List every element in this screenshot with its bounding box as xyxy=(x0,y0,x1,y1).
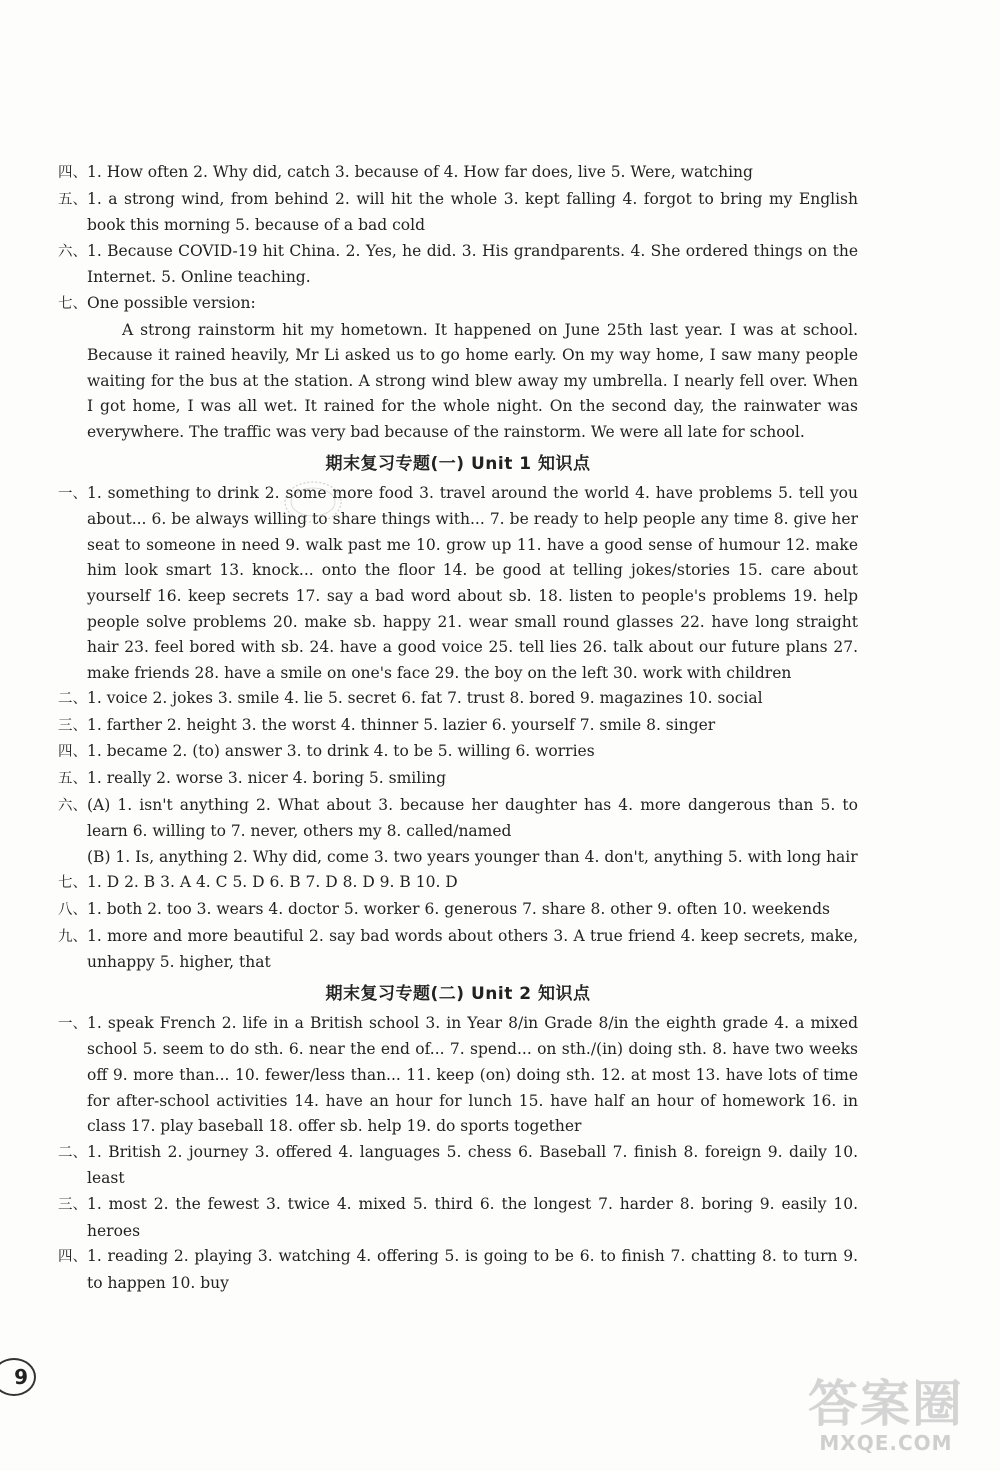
watermark-url: MXQE.COM xyxy=(819,1431,953,1455)
answer-block xyxy=(58,187,858,239)
section-number: 五、 xyxy=(58,191,87,208)
answer-block xyxy=(58,1011,858,1140)
answer-text: (B) 1. Is, anything 2. Why did, come 3. two years younger than 4. don't, anything 5. with long hair xyxy=(87,847,858,866)
answer-text: 1. really 2. worse 3. nicer 4. boring 5. smiling xyxy=(87,769,447,788)
watermark-logo: 答案圈 xyxy=(808,1375,964,1433)
answer-block xyxy=(58,924,858,976)
section-number: 二、 xyxy=(58,1144,87,1161)
section-number: 四、 xyxy=(58,744,87,761)
answer-block xyxy=(58,160,858,187)
answer-text: 1. became 2. (to) answer 3. to drink 4. to be 5. willing 6. worries xyxy=(87,742,595,761)
answer-text: (A) 1. isn't anything 2. What about 3. because her daughter has 4. more dangerous than 5. to learn 6. willing to 7. never, others my 8. called/named xyxy=(87,795,858,841)
section-number: 一、 xyxy=(58,1015,87,1032)
section-number: 八、 xyxy=(58,902,87,919)
answer-block xyxy=(58,713,858,740)
answer-text: 1. Because COVID-19 hit China. 2. Yes, he did. 3. His grandparents. 4. She ordered things on the Internet. 5. Online teaching. xyxy=(87,241,858,287)
answer-text: 1. more and more beautiful 2. say bad words about others 3. A true friend 4. keep secrets, make, unhappy 5. higher, that xyxy=(87,926,858,972)
answer-block xyxy=(58,766,858,793)
answer-text: 1. speak French 2. life in a British school 3. in Year 8/in Grade 8/in the eighth grade 4. a mixed school 5. seem to do sth. 6. near the end of... 7. spend... on sth./(in) doing sth. 8. have two weeks off 9. more than... 10. fewer/less than... 11. keep (on) doing sth. 12. at most 13. have lots of time for after-school activities 14. have an hour for lunch 15. have half an hour of homework 16. in class 17. play baseball 18. offer sb. help 19. do sports together xyxy=(87,1013,858,1136)
section-number: 三、 xyxy=(58,717,87,734)
section-number: 六、 xyxy=(58,243,87,260)
answer-text: 1. reading 2. playing 3. watching 4. offering 5. is going to be 6. to finish 7. chatting 8. to turn 9. to happen 10. buy xyxy=(87,1247,858,1292)
section-number: 七、 xyxy=(58,875,87,892)
answer-text: 1. voice 2. jokes 3. smile 4. lie 5. secret 6. fat 7. trust 8. bored 9. magazines 10. social xyxy=(87,689,763,708)
section-number: 二、 xyxy=(58,691,87,708)
section-number: 四、 xyxy=(58,165,87,181)
answer-block xyxy=(58,897,858,924)
answer-block xyxy=(58,1192,858,1244)
unit2-heading: 期末复习专题(二) Unit 2 知识点 xyxy=(325,983,591,1004)
answer-block xyxy=(58,686,858,713)
answer-content xyxy=(58,160,858,1296)
answer-block xyxy=(58,870,858,897)
answer-text: 1. D 2. B 3. A 4. C 5. D 6. B 7. D 8. D 9. B 10. D xyxy=(87,873,458,892)
section-number: 三、 xyxy=(58,1196,87,1213)
answer-text: 1. something to drink 2. some more food 3. travel around the world 4. have problems 5. tell you about... 6. be always willing to share things with... 7. be ready to help people any time 8. give her seat to someone in need 9. walk past me 10. grow up 11. have a good sense of humour 12. make him look smart 13. knock... onto the floor 14. be good at telling jokes/stories 15. care about yourself 16. keep secrets 17. say a bad word about sb. 18. listen to people's problems 19. help people solve problems 20. make sb. happy 21. wear small round glasses 22. have long straight hair 23. feel bored with sb. 24. have a good voice 25. tell lies 26. talk about our future plans 27. make friends 28. have a smile on one's face 29. the boy on the left 30. work with children xyxy=(87,483,858,682)
unit1-heading: 期末复习专题(一) Unit 1 知识点 xyxy=(325,453,591,474)
answer-block xyxy=(58,739,858,766)
section-number: 六、 xyxy=(58,797,87,814)
answer-text: 1. both 2. too 3. wears 4. doctor 5. worker 6. generous 7. share 8. other 9. often 10. weekends xyxy=(87,900,830,919)
answer-block xyxy=(58,239,858,291)
section-number: 九、 xyxy=(58,928,87,945)
answer-text: 1. British 2. journey 3. offered 4. languages 5. chess 6. Baseball 7. finish 8. foreign 9. daily 10. least xyxy=(87,1142,858,1188)
section-number: 五、 xyxy=(58,771,87,788)
answer-block xyxy=(58,481,858,687)
answer-block xyxy=(58,793,858,845)
answer-block xyxy=(58,1244,858,1296)
answer-block xyxy=(58,291,858,318)
page-number-badge: 9 xyxy=(0,1358,36,1396)
answer-block xyxy=(58,845,858,871)
section-number: 七、 xyxy=(58,295,87,312)
section-number: 一、 xyxy=(58,485,87,502)
answer-text: 1. a strong wind, from behind 2. will hit the whole 3. kept falling 4. forgot to bring my English book this morning 5. because of a bad cold xyxy=(87,189,858,235)
answer-text: One possible version: xyxy=(87,293,256,312)
faint-stamp-icon xyxy=(282,478,344,526)
answer-text: 1. How often 2. Why did, catch 3. because of 4. How far does, live 5. Were, watching xyxy=(87,163,753,181)
site-watermark xyxy=(786,1377,986,1467)
answer-text: 1. farther 2. height 3. the worst 4. thinner 5. lazier 6. yourself 7. smile 8. singer xyxy=(87,715,716,734)
sample-essay: A strong rainstorm hit my hometown. It happened on June 25th last year. I was at school. Because it rained heavily, Mr Li asked us to go home early. On my way home, I saw many people waiting for the bus at the station. A strong wind blew away my umbrella. I nearly fell over. When I got home, I was all wet. It rained for the whole night. On the second day, the rainwater was everywhere. The traffic was very bad because of the rainstorm. We were all late for school. xyxy=(87,320,858,441)
answer-block xyxy=(58,1140,858,1192)
answer-text: 1. most 2. the fewest 3. twice 4. mixed 5. third 6. the longest 7. harder 8. boring 9. easily 10. heroes xyxy=(87,1194,858,1240)
section-number: 四、 xyxy=(58,1249,87,1266)
